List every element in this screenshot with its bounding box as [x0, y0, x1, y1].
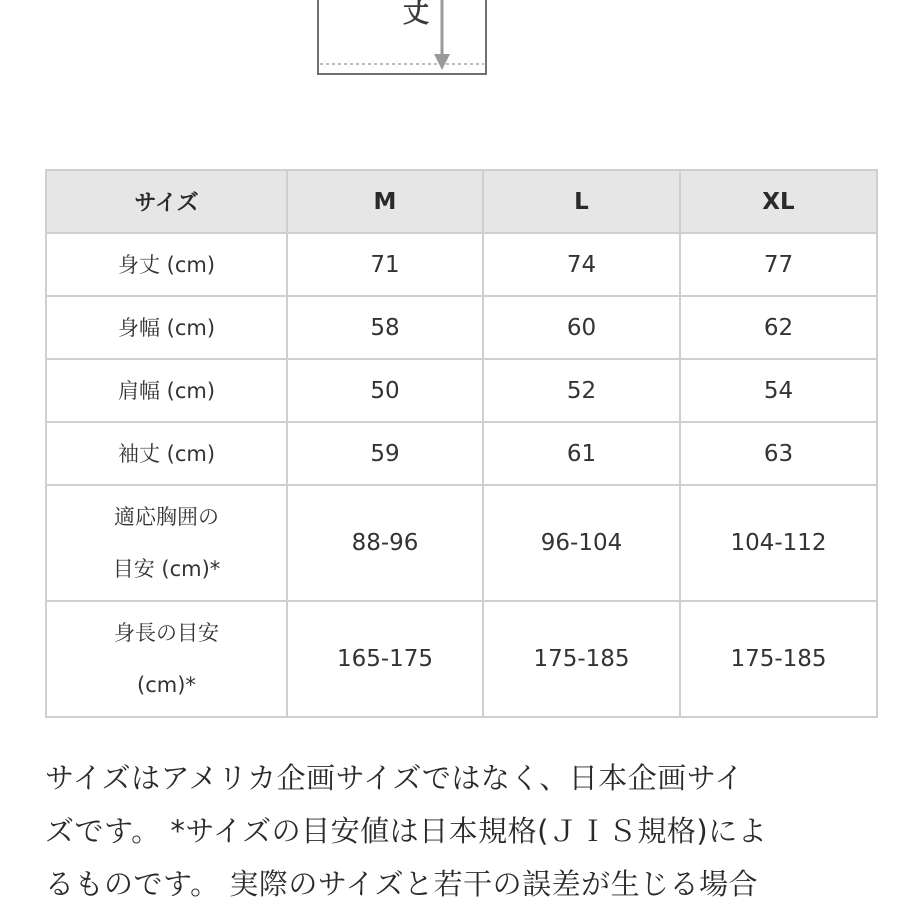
table-cell: 61	[483, 422, 680, 485]
table-cell: 58	[287, 296, 483, 359]
length-label: 丈	[402, 0, 430, 28]
garment-outline-icon	[316, 0, 488, 78]
row-label-line: (cm)*	[137, 673, 196, 697]
table-cell: 71	[287, 233, 483, 296]
table-cell: 60	[483, 296, 680, 359]
table-cell: 74	[483, 233, 680, 296]
size-table	[45, 169, 878, 718]
table-row	[46, 422, 877, 485]
table-cell: 54	[680, 359, 877, 422]
table-cell: 63	[680, 422, 877, 485]
note-line: るものです。 実際のサイズと若干の誤差が生じる場合	[45, 867, 759, 901]
row-label-body-length	[46, 233, 287, 296]
row-label-line: 身長の目安	[114, 621, 219, 645]
table-row	[46, 359, 877, 422]
row-label-chest	[46, 485, 287, 601]
row-label-line: 適応胸囲の	[114, 505, 219, 529]
row-label-text: 身幅 (cm)	[117, 315, 216, 340]
table-row	[46, 601, 877, 717]
table-cell: 50	[287, 359, 483, 422]
header-size-l: L	[483, 170, 680, 233]
table-cell: 175-185	[483, 601, 680, 717]
table-cell: 96-104	[483, 485, 680, 601]
table-row	[46, 233, 877, 296]
header-size-label: サイズ	[46, 170, 287, 233]
header-size-m: M	[287, 170, 483, 233]
note-line: サイズはアメリカ企画サイズではなく、日本企画サイ	[45, 761, 744, 795]
row-label-text: 身丈 (cm)	[117, 252, 216, 277]
row-label-sleeve-length	[46, 422, 287, 485]
note-line: ズです。 *サイズの目安値は日本規格(ＪＩＳ規格)によ	[45, 814, 768, 848]
table-cell: 59	[287, 422, 483, 485]
row-label-body-width	[46, 296, 287, 359]
table-cell: 77	[680, 233, 877, 296]
header-size-xl: XL	[680, 170, 877, 233]
row-label-text: 袖丈 (cm)	[117, 441, 216, 466]
row-label-line: 目安 (cm)*	[112, 557, 221, 581]
size-note	[45, 752, 885, 911]
table-cell: 104-112	[680, 485, 877, 601]
table-cell: 165-175	[287, 601, 483, 717]
table-cell: 175-185	[680, 601, 877, 717]
table-cell: 88-96	[287, 485, 483, 601]
table-cell: 52	[483, 359, 680, 422]
row-label-shoulder-width	[46, 359, 287, 422]
row-label-text: 肩幅 (cm)	[117, 378, 216, 403]
row-label-height	[46, 601, 287, 717]
table-row	[46, 485, 877, 601]
garment-diagram	[316, 0, 488, 78]
table-cell: 62	[680, 296, 877, 359]
table-header-row	[46, 170, 877, 233]
table-row	[46, 296, 877, 359]
